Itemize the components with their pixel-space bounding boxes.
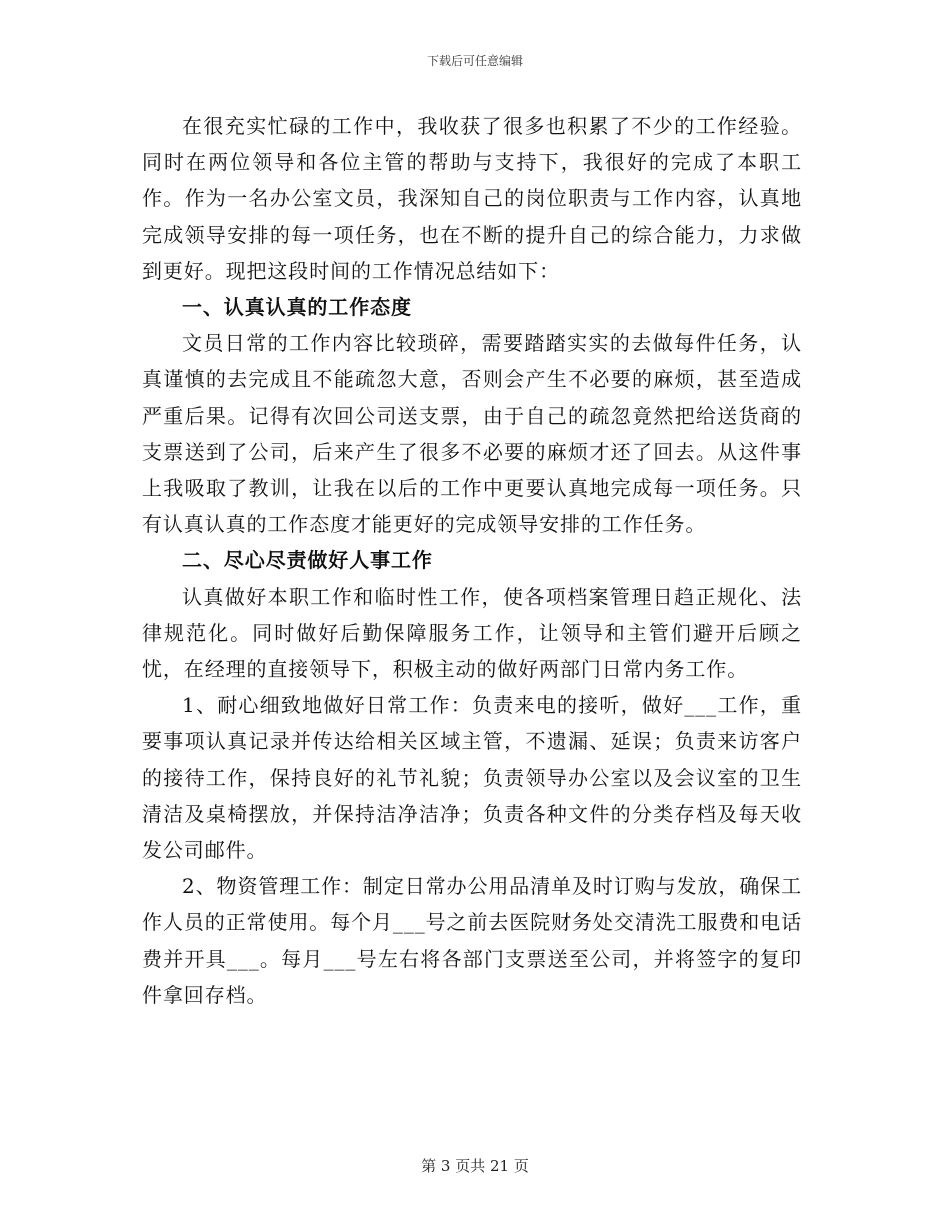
page-number-footer: 第 3 页共 21 页: [421, 1157, 529, 1175]
section-1-paragraph: 文员日常的工作内容比较琐碎，需要踏踏实实的去做每件任务，认真谨慎的去完成且不能疏忽大意，否则会产生不必要的麻烦，甚至造成严重后果。记得有次回公司送支票，由于自己的疏忽竟然把给送货商的支票送到了公司，后来产生了很多不必要的麻烦才还了回去。从这件事上我吸取了教训，让我在以后的工作中更要认真地完成每一项任务。只有认真认真的工作态度才能更好的完成领导安排的工作任务。: [142, 331, 802, 537]
intro-paragraph: 在很充实忙碌的工作中，我收获了很多也积累了不少的工作经验。同时在两位领导和各位主管的帮助与支持下，我很好的完成了本职工作。作为一名办公室文员，我深知自己的岗位职责与工作内容，认真地完成领导安排的每一项任务，也在不断的提升自己的综合能力，力求做到更好。现把这段时间的工作情况总结如下：: [142, 114, 802, 283]
document-body: [142, 108, 802, 1013]
section-1-heading: 一、认真认真的工作态度: [182, 295, 412, 320]
list-item-1: 1、耐心细致地做好日常工作：负责来电的接听，做好___工作，重要事项认真记录并传达给相关区域主管，不遗漏、延误；负责来访客户的接待工作，保持良好的礼节礼貌；负责领导办公室以及会议室的卫生清洁及桌椅摆放，并保持洁净洁净；负责各种文件的分类存档及每天收发公司邮件。: [142, 693, 802, 863]
section-2-heading: 二、尽心尽责做好人事工作: [182, 548, 433, 573]
page-header: 下载后可任意编辑: [426, 54, 523, 68]
list-item-2: 2、物资管理工作：制定日常办公用品清单及时订购与发放，确保工作人员的正常使用。每个月___号之前去医院财务处交清洗工服费和电话费并开具___。每月___号左右将各部门支票送至公司，并将签字的复印件拿回存档。: [142, 874, 802, 1007]
section-2-paragraph: 认真做好本职工作和临时性工作，使各项档案管理日趋正规化、法律规范化。同时做好后勤保障服务工作，让领导和主管们避开后顾之忧，在经理的直接领导下，积极主动的做好两部门日常内务工作。: [142, 584, 802, 682]
